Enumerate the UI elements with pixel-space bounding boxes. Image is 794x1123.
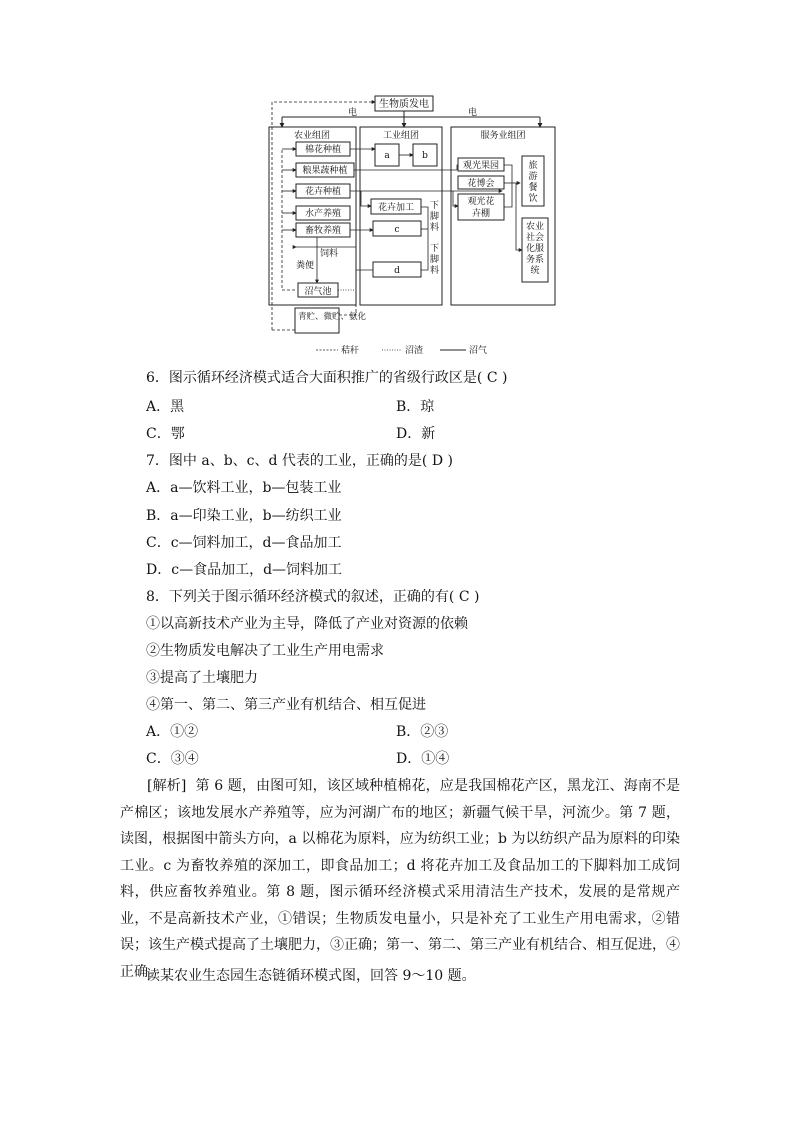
q8-option-b: B．②③ <box>396 724 449 740</box>
industry-group-title: 工业组团 <box>382 131 420 141</box>
next-section-intro: 读某农业生态园生态链循环模式图，回答 9～10 题。 <box>146 968 476 984</box>
industry-b: b <box>422 151 428 161</box>
q7-option-c: C．c—饲料加工，d—食品加工 <box>146 535 342 551</box>
q6-option-d: D．新 <box>396 426 436 442</box>
legend-straw: 秸秆 <box>341 346 360 356</box>
analysis-label: [解析] <box>147 778 187 794</box>
q7-option-a: A．a—饮料工业，b—包装工业 <box>146 480 342 496</box>
electricity-right-label: 电 <box>468 108 478 118</box>
q7-stem: 7．图中 a、b、c、d 代表的工业，正确的是( D ) <box>146 453 453 469</box>
service-flower-expo: 花博会 <box>467 179 495 189</box>
tourism-dining: 旅游餐饮 <box>528 161 538 204</box>
agri-item-aquaculture: 水产养殖 <box>304 209 342 219</box>
legend-gas: 沼气 <box>469 346 488 356</box>
analysis-paragraph <box>120 773 680 985</box>
q8-statement-3: ③提高了土壤肥力 <box>146 670 258 686</box>
q6-option-b: B．琼 <box>396 399 435 415</box>
agri-social-service: 农业社会化服务系统 <box>525 222 545 276</box>
q6-stem: 6．图示循环经济模式适合大面积推广的省级行政区是( C ) <box>146 370 508 386</box>
leftover-label-2: 下脚料 <box>430 244 440 276</box>
biomass-power-label: 生物质发电 <box>379 99 429 110</box>
biogas-pit: 沼气池 <box>304 287 332 297</box>
q8-option-c: C．③④ <box>146 751 199 767</box>
feed-label: 饲料 <box>320 249 339 259</box>
circular-economy-diagram <box>262 90 562 362</box>
q6-option-a: A．黑 <box>146 399 185 415</box>
industry-a: a <box>384 151 390 161</box>
electricity-left-label: 电 <box>348 108 358 118</box>
q8-statement-1: ①以高新技术产业为主导，降低了产业对资源的依赖 <box>146 616 468 632</box>
leftover-label-1: 下脚料 <box>430 201 440 233</box>
manure-label: 粪便 <box>296 261 315 271</box>
q8-option-d: D．①④ <box>396 751 450 767</box>
q7-option-d: D．c—食品加工，d—饲料加工 <box>146 562 343 578</box>
legend-residue: 沼渣 <box>405 346 424 356</box>
agri-item-cotton: 棉花种植 <box>304 145 342 155</box>
q8-stem: 8．下列关于图示循环经济模式的叙述，正确的有( C ) <box>146 589 480 605</box>
q8-statement-2: ②生物质发电解决了工业生产用电需求 <box>146 643 384 659</box>
service-orchard: 观光果园 <box>462 161 500 171</box>
q8-option-a: A．①② <box>146 724 199 740</box>
analysis-text: 第 6 题，由图可知，该区域种植棉花，应是我国棉花产区，黑龙江、海南不是产棉区；该地发展水产养殖等，应为河湖广布的地区；新疆气候干旱，河流少。第 7 题，读图，根据图中箭头方向，a 以棉花为原料，应为纺织工业；b 为以纺织产品为原料的印染工业。c 为畜牧养殖的深加工，即食品加工；d 将花卉加工及食品加工的下脚料加工成饲料，供应畜牧养殖业。第 8 题，图示循环经济模式采用清洁生产技术，发展的是常规产业，不是高新技术产业，①错误；生物质发电量小，只是补充了工业生产用电需求，②错误；该生产模式提高了土壤肥力，③正确；第一、第二、第三产业有机结合、相互促进，④正确。 <box>120 778 680 980</box>
agri-group-title: 农业组团 <box>293 131 331 141</box>
flower-processing: 花卉加工 <box>377 203 415 213</box>
agri-item-grain: 粮果蔬种植 <box>302 166 348 176</box>
agri-item-livestock: 畜牧养殖 <box>304 226 342 236</box>
agri-item-flower: 花卉种植 <box>304 187 342 197</box>
q7-option-b: B．a—印染工业，b—纺织工业 <box>146 508 342 524</box>
q6-option-c: C．鄂 <box>146 426 185 442</box>
service-greenhouse: 观光花卉棚 <box>467 197 495 219</box>
industry-c: c <box>394 225 400 235</box>
service-group-title: 服务业组团 <box>480 131 526 141</box>
fertilizer-label: 青贮、微贮、氨化 <box>298 312 367 322</box>
industry-d: d <box>394 266 400 276</box>
q8-statement-4: ④第一、第二、第三产业有机结合、相互促进 <box>146 697 426 713</box>
